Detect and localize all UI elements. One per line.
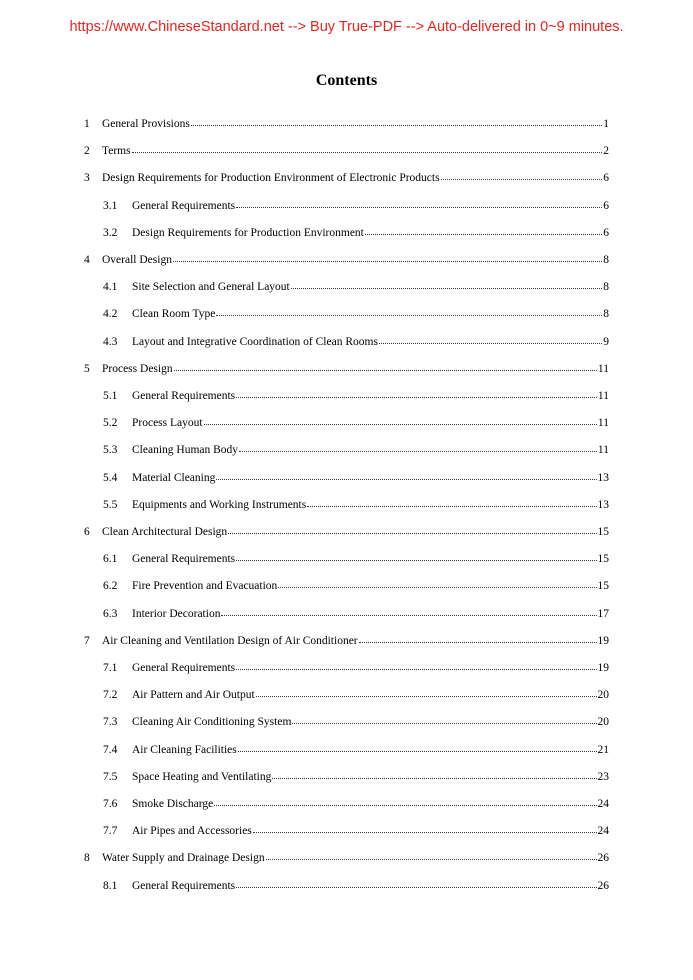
toc-entry-title: Process Layout: [132, 417, 203, 430]
toc-entry-page-number: 6: [603, 172, 609, 185]
toc-entry[interactable]: [103, 685, 609, 705]
toc-entry-number: 6.2: [103, 580, 118, 593]
toc-entry-number: 7.4: [103, 743, 118, 756]
toc-entry-page-number: 15: [597, 580, 609, 593]
toc-entry-page-number: 13: [597, 498, 609, 511]
toc-dot-leader: [379, 342, 602, 344]
toc-entry-number: 1: [84, 118, 90, 130]
toc-entry-page-number: 20: [597, 689, 609, 702]
toc-entry[interactable]: [103, 576, 609, 596]
toc-entry-title: Water Supply and Drainage Design: [102, 852, 265, 865]
toc-entry-title: Interior Decoration: [132, 607, 221, 620]
toc-entry[interactable]: [84, 848, 609, 868]
toc-entry-number: 5.2: [103, 417, 118, 430]
toc-entry[interactable]: [84, 250, 609, 270]
toc-dot-leader: [291, 287, 602, 289]
toc-entry-title: General Requirements: [132, 553, 236, 566]
toc-dot-leader: [253, 831, 597, 833]
toc-entry[interactable]: [84, 168, 609, 188]
toc-dot-leader: [236, 206, 602, 208]
toc-entry-number: 7.3: [103, 716, 118, 729]
page-title: Contents: [315, 72, 378, 89]
toc-entry-title: Design Requirements for Production Environment: [132, 226, 364, 239]
toc-entry-title: Material Cleaning: [132, 471, 216, 484]
toc-entry-number: 7.5: [103, 770, 118, 783]
toc-dot-leader: [238, 750, 597, 752]
toc-dot-leader: [204, 423, 597, 425]
toc-entry-title: Air Cleaning Facilities: [132, 743, 237, 756]
toc-dot-leader: [173, 260, 602, 262]
toc-entry-number: 5.1: [103, 390, 118, 402]
toc-entry-page-number: 17: [597, 607, 609, 620]
toc-entry-page-number: 19: [597, 634, 609, 647]
toc-entry-number: 4: [84, 254, 90, 266]
toc-entry-title: General Provisions: [102, 118, 190, 130]
toc-entry-title: Space Heating and Ventilating: [132, 770, 272, 783]
toc-entry-title: Clean Architectural Design: [102, 526, 228, 538]
toc-entry-page-number: 11: [597, 362, 609, 375]
toc-dot-leader: [236, 668, 596, 670]
toc-entry-title: Air Cleaning and Ventilation Design of Air Conditioner: [102, 634, 358, 647]
toc-entry-number: 7.6: [103, 798, 118, 810]
toc-dot-leader: [216, 478, 596, 480]
toc-entry-number: 7.1: [103, 662, 118, 674]
toc-entry[interactable]: [84, 522, 609, 542]
toc-entry-number: 5: [84, 362, 90, 375]
toc-entry-number: 6.3: [103, 607, 118, 620]
toc-entry[interactable]: [103, 413, 609, 433]
promo-banner-link[interactable]: https://www.ChineseStandard.net --> Buy True-PDF --> Auto-delivered in 0~9 minutes.: [69, 19, 624, 35]
toc-dot-leader: [266, 858, 597, 860]
toc-entry-number: 7: [84, 634, 90, 647]
toc-entry-number: 3.1: [103, 199, 118, 212]
toc-entry-title: Equipments and Working Instruments: [132, 498, 307, 511]
toc-entry-title: Fire Prevention and Evacuation: [132, 580, 278, 593]
toc-dot-leader: [359, 641, 597, 643]
toc-dot-leader: [256, 695, 597, 697]
toc-entry[interactable]: [103, 821, 609, 841]
toc-entry-title: General Requirements: [132, 390, 236, 402]
toc-dot-leader: [239, 450, 597, 452]
toc-entry-title: Cleaning Air Conditioning System: [132, 716, 292, 729]
toc-entry[interactable]: [103, 712, 609, 732]
toc-dot-leader: [214, 804, 596, 806]
toc-dot-leader: [228, 532, 596, 534]
toc-entry[interactable]: [103, 223, 609, 243]
toc-entry[interactable]: [103, 794, 609, 814]
toc-entry-page-number: 26: [597, 879, 609, 892]
toc-entry[interactable]: [103, 386, 609, 406]
toc-entry-page-number: 8: [603, 308, 609, 321]
toc-entry-page-number: 8: [603, 281, 609, 294]
toc-entry[interactable]: [103, 549, 609, 569]
toc-entry[interactable]: [103, 767, 609, 787]
toc-dot-leader: [307, 505, 596, 507]
toc-entry-page-number: 11: [597, 417, 609, 430]
toc-entry-number: 4.3: [103, 335, 118, 348]
toc-entry-page-number: 21: [597, 743, 609, 756]
toc-entry-number: 3: [84, 172, 90, 185]
toc-entry[interactable]: [84, 141, 609, 161]
toc-entry-number: 4.1: [103, 281, 118, 294]
toc-entry[interactable]: [103, 277, 609, 297]
toc-dot-leader: [236, 886, 596, 888]
toc-entry-title: Design Requirements for Production Environment of Electronic Products: [102, 172, 440, 185]
toc-dot-leader: [278, 586, 596, 588]
toc-entry-page-number: 26: [597, 852, 609, 865]
toc-entry-number: 2: [84, 145, 90, 158]
toc-entry-page-number: 19: [597, 662, 609, 674]
toc-dot-leader: [216, 314, 602, 316]
toc-entry[interactable]: [84, 359, 609, 379]
toc-dot-leader: [441, 178, 603, 180]
toc-entry-number: 7.2: [103, 689, 118, 702]
toc-entry-page-number: 2: [603, 145, 609, 158]
toc-entry-number: 3.2: [103, 226, 118, 239]
toc-entry-page-number: 6: [603, 199, 609, 212]
toc-entry-title: General Requirements: [132, 879, 236, 892]
toc-entry-title: Layout and Integrative Coordination of Clean Rooms: [132, 335, 378, 348]
toc-entry-page-number: 11: [597, 390, 609, 402]
toc-entry-page-number: 24: [597, 825, 609, 838]
toc-dot-leader: [236, 396, 597, 398]
toc-entry[interactable]: [103, 604, 609, 624]
toc-entry-title: Smoke Discharge: [132, 798, 214, 810]
toc-entry[interactable]: [103, 468, 609, 488]
toc-entry-page-number: 20: [597, 716, 609, 729]
toc-entry-number: 5.5: [103, 498, 118, 511]
toc-entry-number: 4.2: [103, 308, 118, 321]
toc-entry-number: 5.3: [103, 444, 118, 457]
toc-entry-page-number: 9: [603, 335, 609, 348]
toc-entry-page-number: 23: [597, 770, 609, 783]
toc-entry-title: Process Design: [102, 362, 173, 375]
toc-entry-number: 6: [84, 526, 90, 538]
toc-entry[interactable]: [103, 658, 609, 678]
toc-entry-page-number: 8: [603, 254, 609, 266]
toc-entry-number: 8: [84, 852, 90, 865]
toc-dot-leader: [365, 233, 602, 235]
toc-entry-page-number: 11: [597, 444, 609, 457]
toc-dot-leader: [236, 559, 596, 561]
toc-entry-page-number: 15: [597, 553, 609, 566]
toc-entry-page-number: 1: [603, 118, 609, 130]
toc-dot-leader: [221, 614, 596, 616]
toc-entry-number: 8.1: [103, 879, 118, 892]
toc-entry[interactable]: [103, 332, 609, 352]
toc-entry[interactable]: [103, 495, 609, 515]
toc-entry[interactable]: [103, 740, 609, 760]
toc-entry-title: Air Pipes and Accessories: [132, 825, 252, 838]
toc-entry-title: Overall Design: [102, 254, 172, 266]
toc-entry[interactable]: [103, 304, 609, 324]
toc-dot-leader: [272, 777, 596, 779]
toc-dot-leader: [292, 722, 596, 724]
toc-entry-number: 5.4: [103, 471, 118, 484]
toc-dot-leader: [132, 151, 603, 153]
toc-dot-leader: [174, 369, 597, 371]
toc-entry-page-number: 6: [603, 226, 609, 239]
toc-entry-title: General Requirements: [132, 662, 236, 674]
toc-entry[interactable]: [84, 114, 609, 134]
toc-entry-title: Terms: [102, 145, 131, 158]
toc-entry-page-number: 15: [597, 526, 609, 538]
toc-entry-title: Site Selection and General Layout: [132, 281, 290, 294]
toc-entry-page-number: 13: [597, 471, 609, 484]
toc-dot-leader: [191, 124, 602, 126]
toc-entry[interactable]: [103, 440, 609, 460]
toc-entry-title: General Requirements: [132, 199, 236, 212]
toc-entry[interactable]: [103, 876, 609, 896]
toc-entry-page-number: 24: [597, 798, 609, 810]
toc-entry-title: Air Pattern and Air Output: [132, 689, 255, 702]
toc-entry[interactable]: [103, 196, 609, 216]
toc-entry[interactable]: [84, 631, 609, 651]
toc-entry-title: Clean Room Type: [132, 308, 216, 321]
toc-entry-number: 7.7: [103, 825, 118, 838]
toc-entry-number: 6.1: [103, 553, 118, 566]
toc-entry-title: Cleaning Human Body: [132, 444, 239, 457]
